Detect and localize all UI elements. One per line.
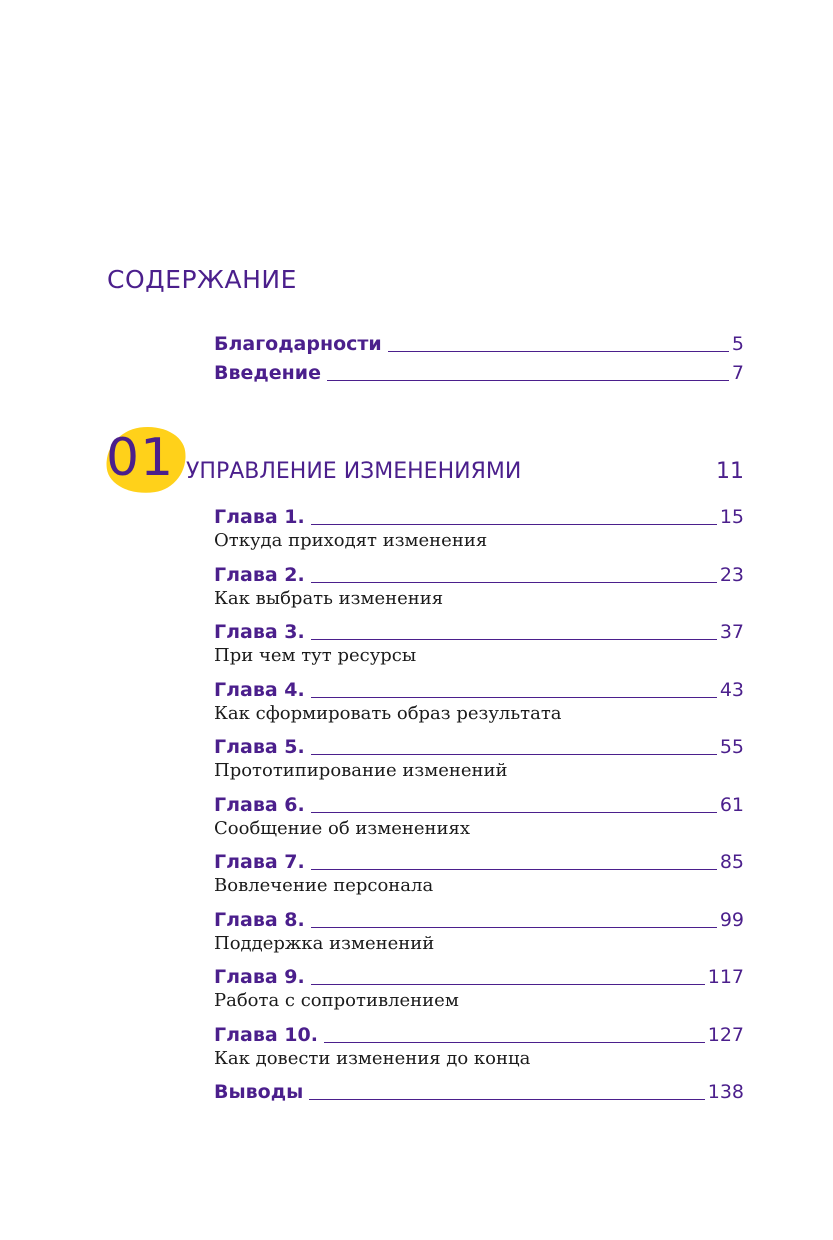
toc-entry-chapter[interactable]: [214, 675, 744, 701]
dot-leader: [324, 1042, 705, 1043]
toc-entry-label: Глава 5.: [214, 736, 305, 758]
toc-entry-label: Глава 4.: [214, 678, 305, 701]
toc-entry-introduction[interactable]: [214, 358, 744, 384]
toc-entry-page: 23: [719, 563, 744, 586]
dot-leader: [311, 869, 717, 870]
toc-entry-label: Глава 1.: [214, 506, 305, 528]
toc-entry-chapter[interactable]: [214, 732, 744, 758]
toc-entry-page: 5: [731, 333, 744, 355]
dot-leader: [311, 927, 717, 928]
part-title: УПРАВЛЕНИЕ ИЗМЕНЕНИЯМИ: [186, 459, 522, 484]
part-page: 11: [716, 459, 744, 484]
dot-leader: [327, 380, 729, 381]
toc-entry-label: Глава 7.: [214, 851, 305, 873]
toc-entry-chapter[interactable]: [214, 560, 744, 586]
chapter-subtitle: Работа с сопротивлением: [214, 990, 459, 1011]
part-heading[interactable]: [104, 427, 744, 497]
chapter-subtitle: Сообщение об изменениях: [214, 817, 471, 839]
dot-leader: [311, 524, 717, 525]
dot-leader: [311, 639, 717, 640]
toc-entry-page: 138: [707, 1081, 744, 1103]
toc-entry-label: Глава 3.: [214, 621, 305, 643]
toc-entry-chapter[interactable]: [214, 905, 744, 931]
toc-entry-page: 99: [719, 908, 744, 931]
part-number: 01: [106, 428, 175, 488]
dot-leader: [311, 697, 717, 698]
toc-entry-page: 7: [731, 362, 744, 384]
toc-entry-conclusion[interactable]: [214, 1077, 744, 1103]
chapter-subtitle: Как сформировать образ результата: [214, 702, 562, 724]
toc-entry-label: Введение: [214, 362, 321, 384]
toc-entry-page: 61: [719, 793, 744, 816]
toc-entry-label: Глава 10.: [214, 1023, 318, 1046]
chapter-subtitle: При чем тут ресурсы: [214, 645, 417, 666]
chapter-subtitle: Как довести изменения до конца: [214, 1047, 531, 1069]
toc-entry-label: Глава 2.: [214, 563, 305, 586]
toc-entry-page: 127: [707, 1023, 744, 1046]
toc-entry-chapter[interactable]: [214, 617, 744, 643]
chapter-subtitle: Вовлечение персонала: [214, 875, 434, 896]
dot-leader: [311, 582, 717, 583]
toc-entry-chapter[interactable]: [214, 847, 744, 873]
chapter-subtitle: Откуда приходят изменения: [214, 530, 488, 551]
toc-entry-page: 117: [707, 966, 744, 988]
toc-entry-acknowledgements[interactable]: [214, 329, 744, 355]
chapter-subtitle: Как выбрать изменения: [214, 587, 444, 609]
toc-entry-page: 37: [719, 621, 744, 643]
dot-leader: [311, 812, 717, 813]
dot-leader: [311, 984, 705, 985]
chapter-subtitle: Поддержка изменений: [214, 932, 435, 954]
toc-entry-page: 15: [719, 506, 744, 528]
dot-leader: [311, 754, 717, 755]
toc-entry-label: Глава 8.: [214, 908, 305, 931]
toc-entry-chapter[interactable]: [214, 502, 744, 528]
toc-entry-chapter[interactable]: [214, 1020, 744, 1046]
toc-entry-label: Выводы: [214, 1081, 304, 1103]
dot-leader: [309, 1099, 704, 1100]
chapter-subtitle: Прототипирование изменений: [214, 760, 508, 781]
toc-entry-page: 55: [719, 736, 744, 758]
toc-entry-chapter[interactable]: [214, 962, 744, 988]
toc-entry-page: 43: [719, 678, 744, 701]
toc-entry-label: Благодарности: [214, 333, 382, 355]
toc-entry-page: 85: [719, 851, 744, 873]
toc-entry-label: Глава 6.: [214, 793, 305, 816]
toc-entry-chapter[interactable]: [214, 790, 744, 816]
page-title: СОДЕРЖАНИЕ: [107, 265, 297, 294]
dot-leader: [388, 351, 729, 352]
toc-entry-label: Глава 9.: [214, 966, 305, 988]
